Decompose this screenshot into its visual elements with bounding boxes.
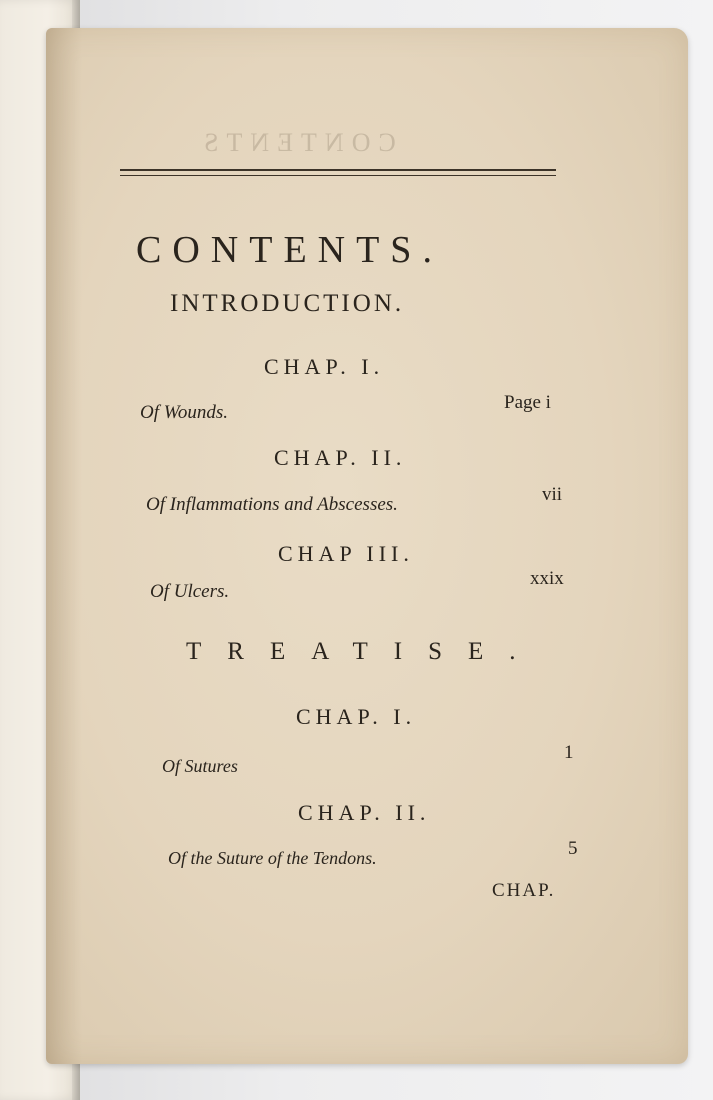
- intro-chapter-2-title: Of Inflammations and Abscesses.: [146, 494, 398, 515]
- section-treatise-heading: TREATISE.: [186, 638, 542, 665]
- page-title: CONTENTS.: [136, 229, 443, 271]
- treatise-chapter-2-heading: CHAP. II.: [298, 800, 431, 825]
- intro-chapter-3-title: Of Ulcers.: [150, 581, 230, 602]
- intro-chapter-2-heading: CHAP. II.: [274, 445, 407, 470]
- intro-chapter-3-heading: CHAP III.: [278, 541, 414, 566]
- page-gutter-shadow: [46, 28, 82, 1064]
- header-rule-thin: [120, 175, 556, 176]
- book-page: [46, 28, 688, 1064]
- treatise-chapter-1-page: 1: [564, 742, 574, 763]
- intro-chapter-3-page: xxix: [530, 568, 564, 589]
- treatise-chapter-1-heading: CHAP. I.: [296, 704, 417, 729]
- show-through-running-head: CONTENTS: [196, 128, 396, 157]
- intro-chapter-1-heading: CHAP. I.: [264, 354, 385, 379]
- intro-chapter-1-title: Of Wounds.: [140, 402, 228, 423]
- header-rule: [120, 169, 556, 171]
- treatise-chapter-1-title: Of Sutures: [162, 756, 238, 776]
- intro-chapter-2-page: vii: [542, 484, 563, 505]
- section-introduction-heading: INTRODUCTION.: [170, 290, 405, 317]
- treatise-chapter-2-title: Of the Suture of the Tendons.: [168, 848, 377, 868]
- intro-chapter-1-page: Page i: [504, 392, 551, 413]
- catchword: CHAP.: [492, 880, 556, 901]
- treatise-chapter-2-page: 5: [568, 838, 578, 859]
